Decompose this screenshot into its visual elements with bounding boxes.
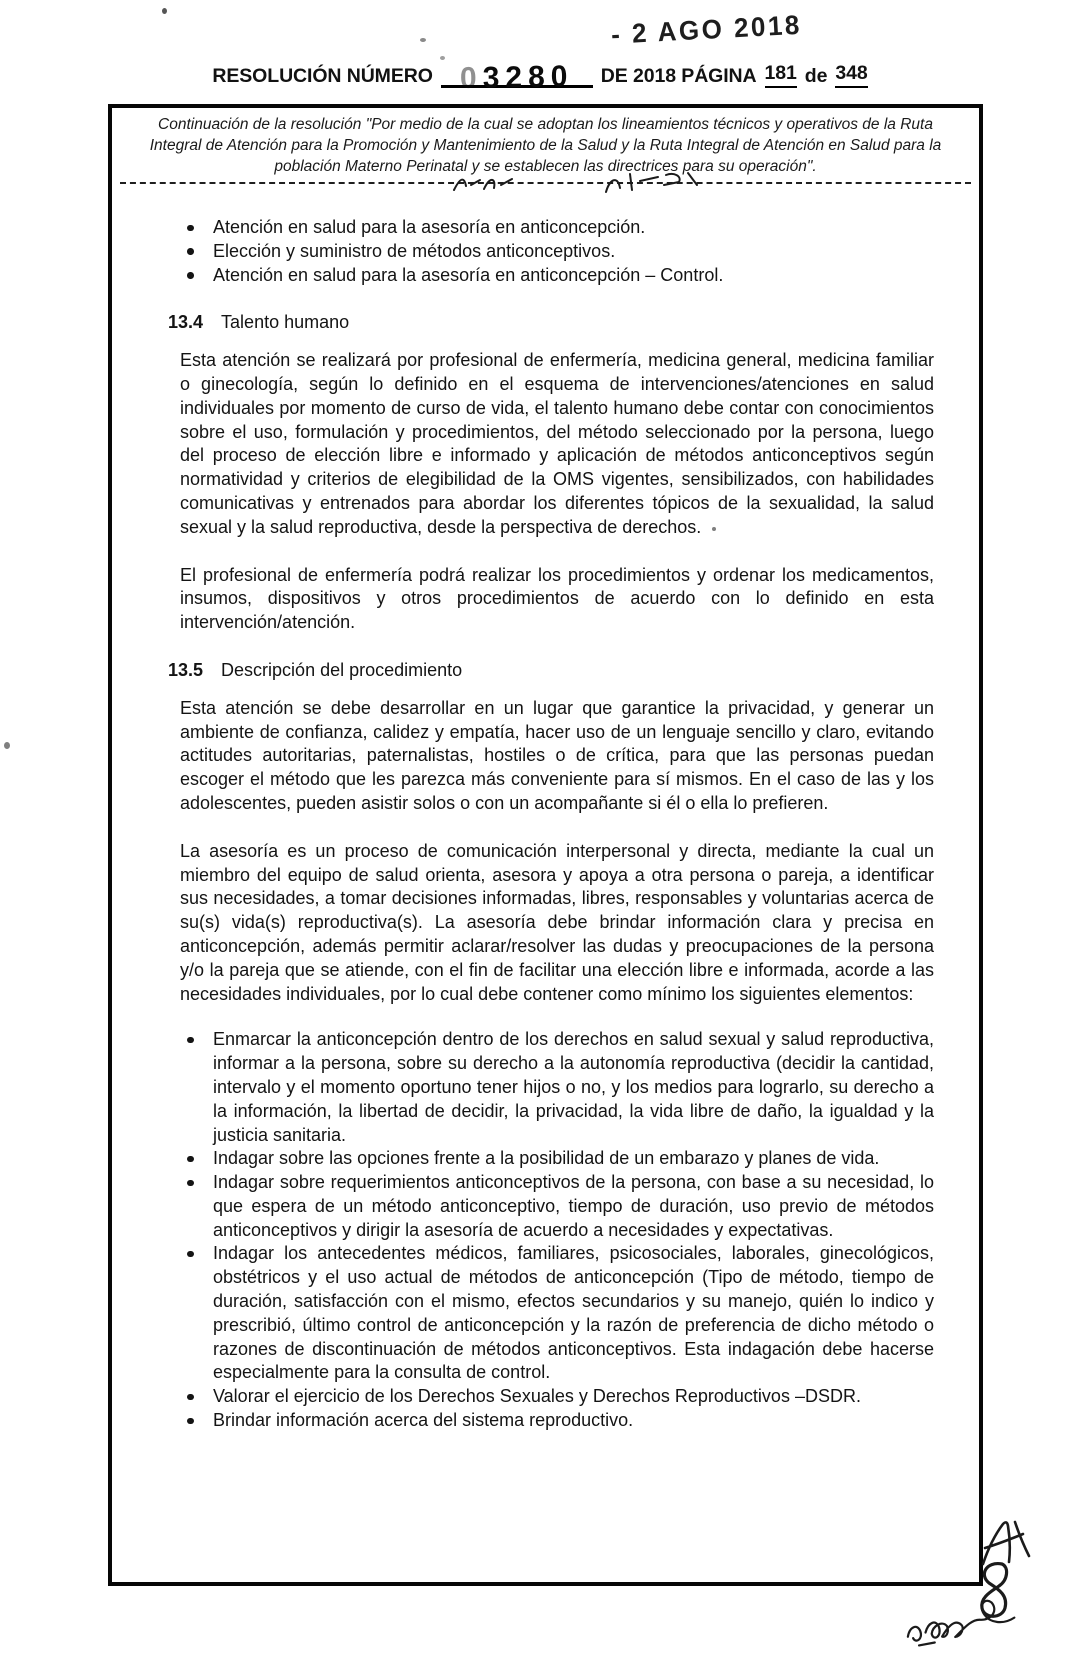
bullet-dot-icon (187, 272, 194, 279)
section-number: 13.5 (168, 659, 204, 680)
section-title: Talento humano (221, 312, 350, 333)
bullet-dot-icon (187, 1037, 194, 1044)
list-item-text: Valorar el ejercicio de los Derechos Sexuales y Derechos Reproductivos –DSDR. (213, 1386, 861, 1407)
resolution-number-stamp (441, 58, 593, 95)
bullet-dot-icon (187, 1156, 194, 1163)
section-heading-13-5 (168, 659, 934, 683)
list-item-text: Atención en salud para la asesoría en anticoncepción. (213, 217, 646, 237)
content-border-box (108, 104, 983, 1586)
list-item (180, 1028, 934, 1147)
list-item-text: Brindar información acerca del sistema reproductivo. (213, 1410, 634, 1431)
service-bullet-list (180, 216, 934, 287)
list-item (180, 216, 934, 240)
header-title-prefix: RESOLUCIÓN NÚMERO (212, 65, 433, 87)
page-current: 181 (765, 62, 797, 88)
section-title: Descripción del procedimiento (221, 659, 463, 680)
list-item (180, 1242, 934, 1385)
separator-dashed-line (120, 182, 971, 184)
document-body (112, 184, 979, 1433)
scan-speck (712, 527, 716, 531)
scan-speck (4, 742, 10, 749)
page-total: 348 (835, 62, 867, 88)
list-item (180, 1147, 934, 1171)
paragraph: Esta atención se realizará por profesional de enfermería, medicina general, medicina familiar o ginecología, según lo definido en el esquema de intervenciones/atenciones en salud individuales por momento de curso de vida, el talento humano debe contar con conocimientos sobre el uso, formulación y procedimientos, del método seleccionado por la persona, luego del proceso de elección libre e informado y aplicación de métodos anticonceptivos según normatividad y criterios de elegibilidad de la OMS vigentes, sensibilizados, con habilidades comunicativas y entrenados para abordar los diferentes tópicos de la sexualidad, la salud sexual y la salud reproductiva, desde la perspectiva de derechos. (180, 350, 934, 537)
list-item-text: Indagar sobre las opciones frente a la posibilidad de un embarazo y planes de vida. (213, 1148, 880, 1169)
continuation-quote: "Por medio de la cual se adoptan los lineamientos técnicos y operativos de la Ruta Integral de Atención para la Promoción y Mantenimiento de la Salud y la Ruta Integral de Atención en Salud para la población Materno Perinatal y se establecen las directrices para su operación". (149, 116, 942, 175)
bullet-dot-icon (187, 225, 194, 232)
page-header (0, 58, 1080, 95)
list-item (180, 264, 934, 288)
bullet-dot-icon (187, 248, 194, 255)
resolution-number-lead: 0 (459, 61, 484, 95)
section-number: 13.4 (168, 312, 204, 333)
guideline-bullet-list (180, 1028, 934, 1433)
list-item (180, 1171, 934, 1242)
paragraph: Esta atención se debe desarrollar en un lugar que garantice la privacidad, y generar un ambiente de confianza, calidez y empatía, hacer uso de un lenguaje sencillo y claro, evitando actitudes autoritarias, paternalistas, hostiles o de crítica, para que las personas puedan escoger el método que les parezca más conveniente para sí mismos. En el caso de las y los adolescentes, pueden asistir solos o con un acompañante si él o ella lo prefieren. (180, 697, 934, 813)
list-item-text: Indagar los antecedentes médicos, familiares, psicosociales, laborales, ginecológicos, obstétricos y el uso actual de métodos de anticoncepción (Tipo de método, tiempo de duración, satisfacción con el mismo, efectos secundarios y su manejo, quién lo indico y prescribió, último control de anticoncepción y la razón de preferencia de dicho método o razones de discontinuación de métodos anticonceptivos. Esta indagación debe hacerse especialmente para la consulta de control. (213, 1243, 934, 1383)
list-item (180, 1409, 934, 1433)
handwritten-signature (899, 1585, 1024, 1651)
header-title-mid: DE 2018 PÁGINA (600, 65, 757, 87)
bullet-dot-icon (187, 1418, 194, 1425)
bullet-dot-icon (187, 1394, 194, 1401)
bullet-dot-icon (187, 1180, 194, 1187)
continuation-prefix: Continuación de la resolución (158, 116, 366, 133)
continuation-note (142, 114, 949, 177)
list-item (180, 1385, 934, 1409)
resolution-number: 3280 (482, 60, 574, 95)
list-item-text: Atención en salud para la asesoría en anticoncepción – Control. (213, 264, 724, 285)
page-of-label: de (804, 65, 828, 87)
date-stamp: - 2 AGO 2018 (610, 8, 803, 50)
paragraph: La asesoría es un proceso de comunicación interpersonal y directa, mediante la cual un miembro del equipo de salud orienta, asesora y apoya a otra persona o pareja, a identificar sus necesidades, a tomar decisiones informadas, libres, responsables y voluntarias acerca de su(s) vida(s) reproductiva(s). La asesoría debe brindar información clara y precisa en anticoncepción, además permitir aclarar/resolver las dudas y preocupaciones de la persona y/o la pareja que se atiende, con el fin de facilitar una elección libre e informada, acorde a las necesidades individuales, por lo cual debe contener como mínimo los siguientes elementos: (180, 840, 934, 1004)
list-item (180, 240, 934, 264)
scan-speck (162, 8, 167, 14)
section-heading-13-4 (168, 311, 934, 335)
scan-speck (440, 56, 445, 60)
list-item-text: Indagar sobre requerimientos anticonceptivos de la persona, con base a su necesidad, lo que espera de un método anticonceptivo, tiempo de duración, uso previo de métodos anticonceptivos y dirigir la asesoría de acuerdo a necesidades y expectativas. (213, 1172, 934, 1240)
paragraph: El profesional de enfermería podrá realizar los procedimientos y ordenar los medicamentos, insumos, dispositivos y otros procedimientos de acuerdo con lo definido en esta intervención/atención. (180, 564, 934, 633)
handwritten-mark-icon (975, 1512, 1035, 1572)
list-item-text: Enmarcar la anticoncepción dentro de los derechos en salud sexual y salud reproductiva, informar a la persona, sobre su derecho a la autonomía reproductiva (decidir la cantidad, intervalo y el momento oportuno tener hijos o no, y los medios para lograrlo, su derecho a la información, la libertad de decidir, la privacidad, la vida libre de daño, la igualdad y la justicia sanitaria. (213, 1029, 934, 1145)
bullet-dot-icon (187, 1251, 194, 1258)
list-item-text: Elección y suministro de métodos anticonceptivos. (213, 240, 616, 261)
scan-speck (420, 38, 426, 42)
